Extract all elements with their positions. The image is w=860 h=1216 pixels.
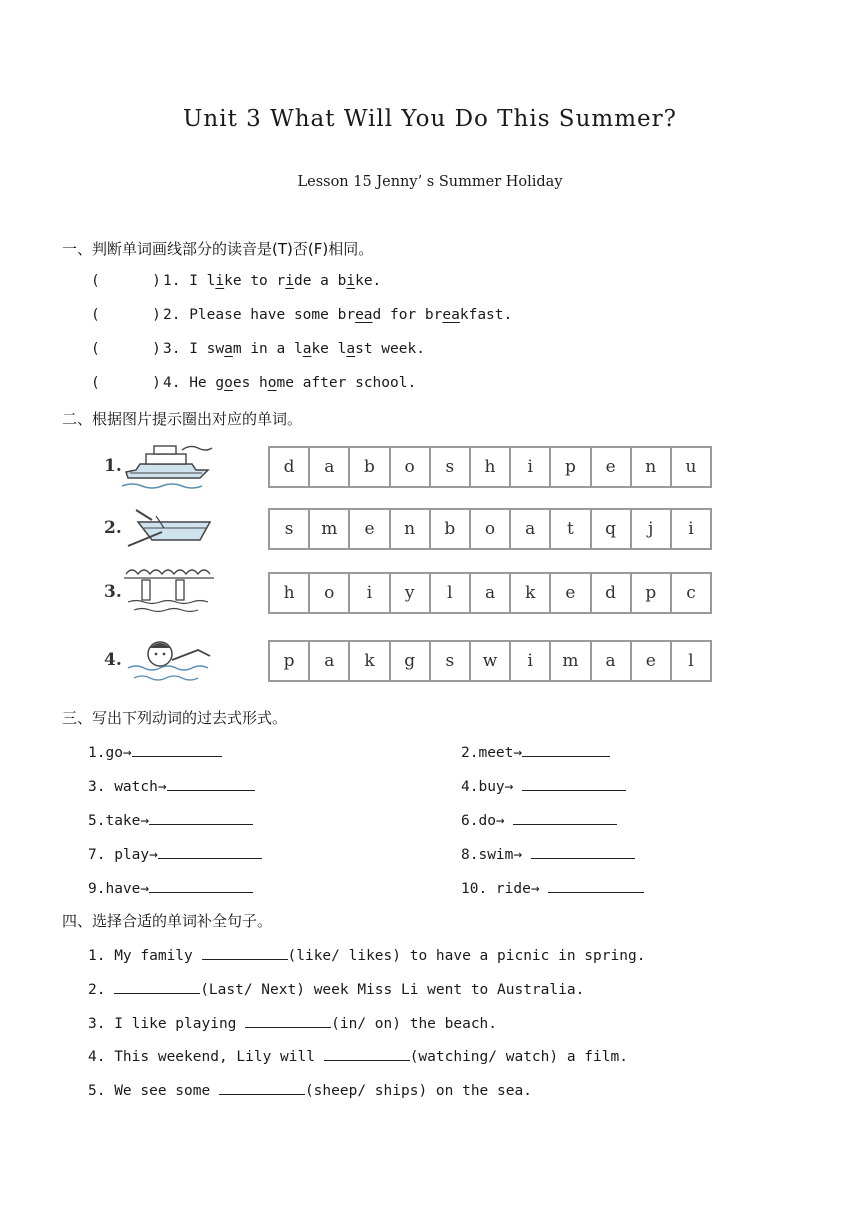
letter-cell[interactable]: a <box>310 642 350 680</box>
letter-cell[interactable]: h <box>471 448 511 486</box>
lesson-subtitle: Lesson 15 Jenny’ s Summer Holiday <box>297 174 563 190</box>
sentence-1: 1. My family (like/ likes) to have a picnic in spring. <box>88 945 645 964</box>
sentence-3: 3. I like playing (in/ on) the beach. <box>88 1013 497 1032</box>
verb-item-8: 8.swim→ <box>461 844 635 863</box>
letter-cell[interactable]: m <box>551 642 591 680</box>
letter-cell[interactable]: h <box>270 574 310 612</box>
letter-cell[interactable]: j <box>632 510 672 548</box>
letter-cell[interactable]: u <box>685 457 697 477</box>
answer-blank[interactable] <box>548 878 644 893</box>
letter-cell[interactable]: c <box>686 583 696 603</box>
boat-icon <box>122 506 216 550</box>
letter-cell[interactable]: p <box>632 574 672 612</box>
letter-cell[interactable]: y <box>391 574 431 612</box>
page-title: Unit 3 What Will You Do This Summer? <box>183 106 677 132</box>
section-1-heading: 一、判断单词画线部分的读音是(T)否(F)相同。 <box>62 240 374 258</box>
letter-grid-4 <box>268 640 712 682</box>
letter-cell[interactable]: k <box>511 574 551 612</box>
answer-blank[interactable] <box>114 979 200 994</box>
s1-question-4: ( ) 4. He goes home after school. <box>91 375 417 391</box>
letter-cell[interactable]: o <box>391 448 431 486</box>
letter-cell[interactable]: s <box>431 448 471 486</box>
letter-cell[interactable]: t <box>551 510 591 548</box>
answer-parentheses[interactable]: ( ) <box>91 375 161 391</box>
answer-blank[interactable] <box>167 776 255 791</box>
verb-item-10: 10. ride→ <box>461 878 644 897</box>
answer-blank[interactable] <box>324 1046 410 1061</box>
verb-item-3: 3. watch→ <box>88 776 255 795</box>
letter-cell[interactable]: a <box>471 574 511 612</box>
letter-cell[interactable]: e <box>592 448 632 486</box>
letter-cell[interactable]: p <box>551 448 591 486</box>
s1-question-1: ( ) 1. I like to ride a bike. <box>91 273 382 289</box>
s1-question-2: ( ) 2. Please have some bread for breakfast. <box>91 307 513 323</box>
letter-cell[interactable]: n <box>391 510 431 548</box>
letter-cell[interactable]: l <box>431 574 471 612</box>
letter-cell[interactable]: b <box>431 510 471 548</box>
section-3-heading: 三、写出下列动词的过去式形式。 <box>62 709 288 727</box>
letter-cell[interactable]: m <box>310 510 350 548</box>
answer-blank[interactable] <box>245 1013 331 1028</box>
picture-number: 4. <box>104 650 122 670</box>
letter-cell[interactable]: s <box>270 510 310 548</box>
letter-cell[interactable]: w <box>471 642 511 680</box>
verb-item-5: 5.take→ <box>88 810 253 829</box>
letter-cell[interactable]: o <box>310 574 350 612</box>
answer-blank[interactable] <box>149 878 253 893</box>
section-2-heading: 二、根据图片提示圈出对应的单词。 <box>62 410 303 428</box>
answer-blank[interactable] <box>202 945 288 960</box>
letter-cell[interactable]: d <box>270 448 310 486</box>
section-4-heading: 四、选择合适的单词补全句子。 <box>62 912 273 930</box>
letter-grid-1 <box>268 446 712 488</box>
letter-cell[interactable]: e <box>632 642 672 680</box>
letter-cell[interactable]: e <box>551 574 591 612</box>
answer-blank[interactable] <box>132 742 222 757</box>
verb-item-1: 1.go→ <box>88 742 222 761</box>
swim-icon <box>124 634 220 688</box>
letter-grid-2 <box>268 508 712 550</box>
lake-icon <box>124 564 216 614</box>
letter-cell[interactable]: s <box>431 642 471 680</box>
answer-blank[interactable] <box>219 1080 305 1095</box>
letter-cell[interactable]: d <box>592 574 632 612</box>
picture-number: 3. <box>104 582 122 602</box>
letter-cell[interactable]: l <box>688 651 694 671</box>
answer-parentheses[interactable]: ( ) <box>91 341 161 357</box>
letter-cell[interactable]: a <box>310 448 350 486</box>
answer-parentheses[interactable]: ( ) <box>91 307 161 323</box>
letter-cell[interactable]: q <box>592 510 632 548</box>
letter-cell[interactable]: k <box>350 642 390 680</box>
answer-blank[interactable] <box>522 776 626 791</box>
answer-parentheses[interactable]: ( ) <box>91 273 161 289</box>
picture-number: 2. <box>104 518 122 538</box>
letter-cell[interactable]: e <box>350 510 390 548</box>
answer-blank[interactable] <box>513 810 617 825</box>
verb-item-2: 2.meet→ <box>461 742 610 761</box>
sentence-4: 4. This weekend, Lily will (watching/ watch) a film. <box>88 1046 628 1065</box>
letter-grid-3 <box>268 572 712 614</box>
letter-cell[interactable]: i <box>688 519 694 539</box>
letter-cell[interactable]: p <box>270 642 310 680</box>
letter-cell[interactable]: n <box>632 448 672 486</box>
answer-blank[interactable] <box>158 844 262 859</box>
sentence-2: 2. (Last/ Next) week Miss Li went to Australia. <box>88 979 584 998</box>
answer-blank[interactable] <box>149 810 253 825</box>
verb-item-6: 6.do→ <box>461 810 617 829</box>
sentence-5: 5. We see some (sheep/ ships) on the sea. <box>88 1080 532 1099</box>
verb-item-4: 4.buy→ <box>461 776 626 795</box>
answer-blank[interactable] <box>522 742 610 757</box>
letter-cell[interactable]: i <box>350 574 390 612</box>
ship-icon <box>122 442 214 494</box>
letter-cell[interactable]: a <box>592 642 632 680</box>
letter-cell[interactable]: b <box>350 448 390 486</box>
verb-item-9: 9.have→ <box>88 878 253 897</box>
letter-cell[interactable]: i <box>511 642 551 680</box>
verb-item-7: 7. play→ <box>88 844 262 863</box>
answer-blank[interactable] <box>531 844 635 859</box>
picture-number: 1. <box>104 456 122 476</box>
letter-cell[interactable]: o <box>471 510 511 548</box>
letter-cell[interactable]: g <box>391 642 431 680</box>
letter-cell[interactable]: a <box>511 510 551 548</box>
letter-cell[interactable]: i <box>511 448 551 486</box>
s1-question-3: ( ) 3. I swam in a lake last week. <box>91 341 425 357</box>
